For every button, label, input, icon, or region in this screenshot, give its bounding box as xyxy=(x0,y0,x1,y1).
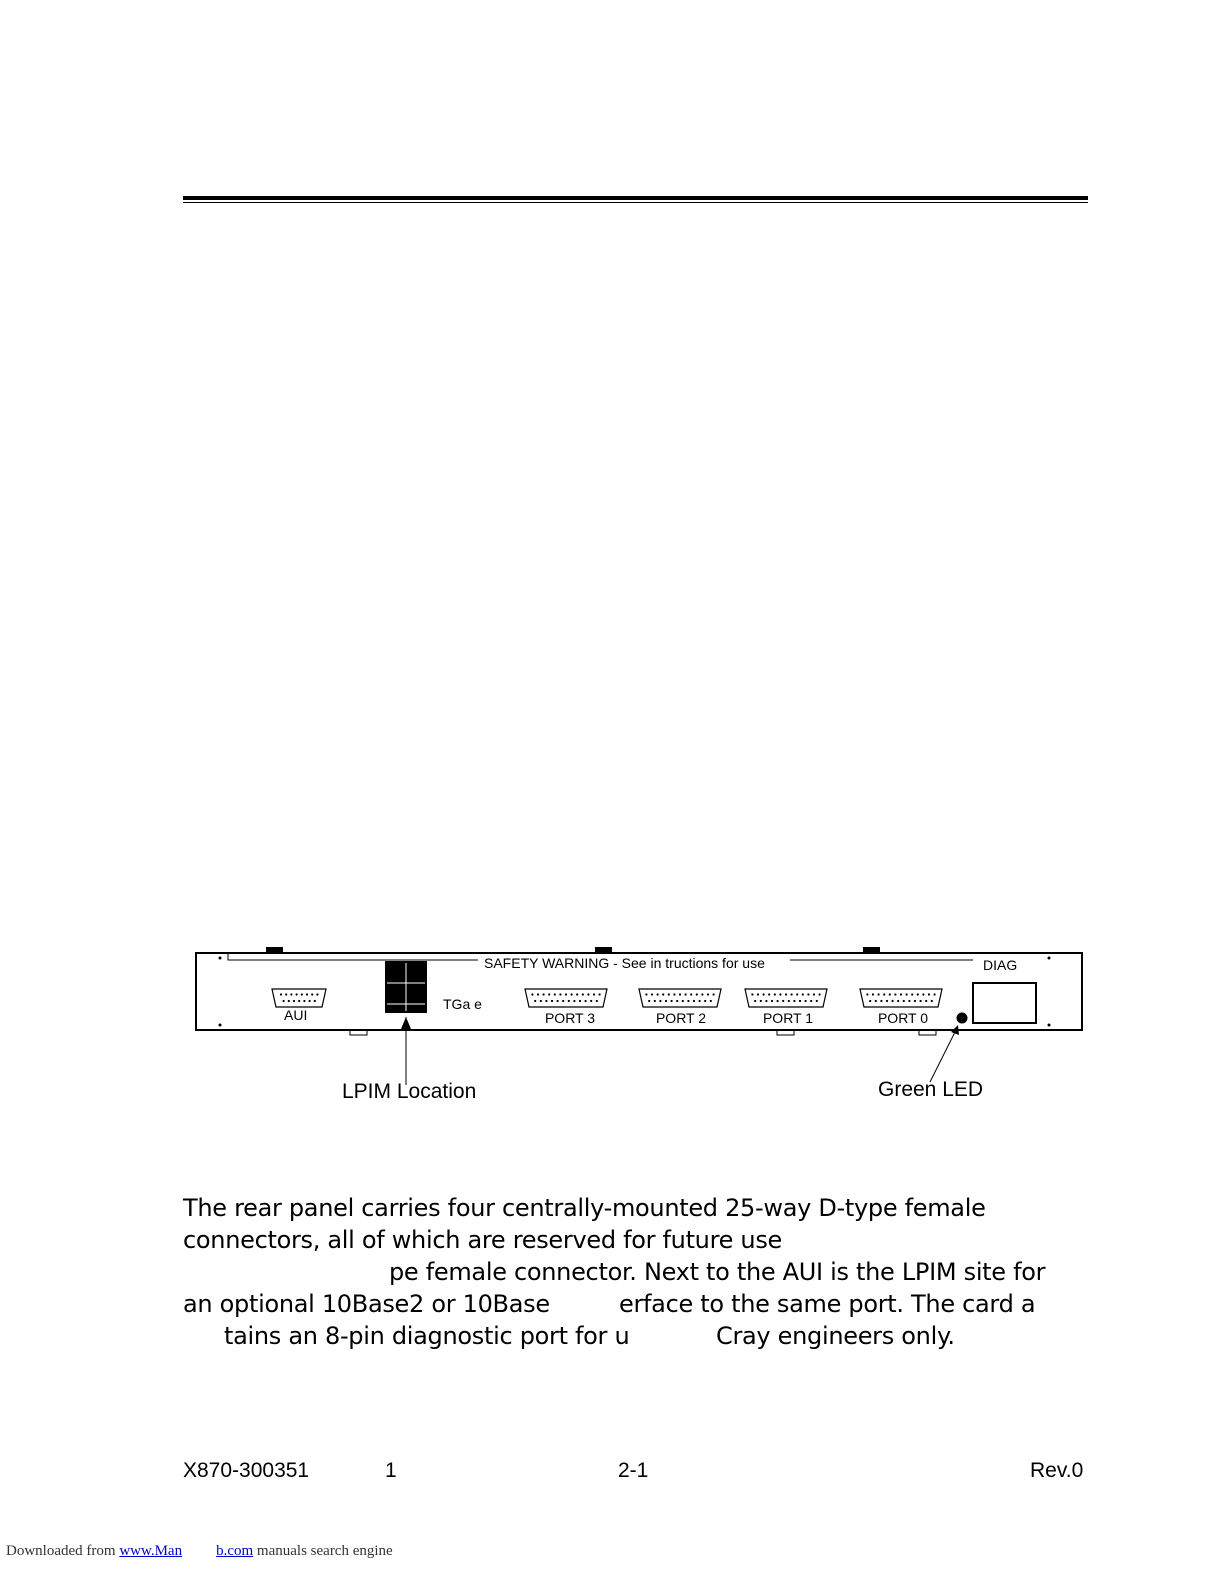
connector-pin xyxy=(782,1000,784,1002)
connector-pin xyxy=(886,1000,888,1002)
connector-pin xyxy=(309,1000,311,1002)
connector-pin xyxy=(796,993,798,995)
port-2-label: PORT 2 xyxy=(655,1010,707,1026)
connector-pin xyxy=(807,993,809,995)
connector-pin xyxy=(751,993,753,995)
body-line-5b: Cray engineers only. xyxy=(716,1322,955,1350)
connector-pin xyxy=(707,993,709,995)
body-line-2: connectors, all of which are reserved for future use xyxy=(183,1226,783,1254)
download-suffix: manuals search engine xyxy=(253,1543,393,1559)
connector-pin xyxy=(298,1000,300,1002)
mounting-tab xyxy=(863,947,880,952)
screw-dot xyxy=(1048,957,1051,960)
green-led xyxy=(957,1013,968,1024)
connector-pin xyxy=(931,1000,933,1002)
connector-pin xyxy=(537,993,539,995)
connector-pin xyxy=(889,993,891,995)
download-link-part-1[interactable]: www.Man xyxy=(119,1543,183,1559)
connector-pin xyxy=(793,1000,795,1002)
download-prefix: Downloaded from xyxy=(6,1543,120,1559)
connector-pin xyxy=(906,993,908,995)
connector-pin xyxy=(551,1000,553,1002)
connector-pin xyxy=(587,993,589,995)
connector-pin xyxy=(760,1000,762,1002)
connector-pin xyxy=(648,1000,650,1002)
port-shell xyxy=(745,989,827,1007)
connector-pin xyxy=(791,993,793,995)
connector-pin xyxy=(693,1000,695,1002)
connector-pin xyxy=(590,1000,592,1002)
connector-pin xyxy=(690,993,692,995)
connector-pin xyxy=(596,1000,598,1002)
mounting-tab xyxy=(595,947,612,952)
connector-pin xyxy=(687,1000,689,1002)
connector-pin xyxy=(900,993,902,995)
connector-pin xyxy=(880,1000,882,1002)
connector-pin xyxy=(872,993,874,995)
port-shell xyxy=(639,989,721,1007)
connector-pin xyxy=(911,993,913,995)
connector-pin xyxy=(285,993,287,995)
connector-pin xyxy=(922,993,924,995)
tga-label: TGa e xyxy=(443,996,482,1012)
connector-pin xyxy=(531,993,533,995)
body-line-5a: tains an 8-pin diagnostic port for u xyxy=(224,1322,630,1350)
connector-pin xyxy=(701,993,703,995)
connector-pin xyxy=(671,1000,673,1002)
diag-port xyxy=(973,983,1036,1023)
connector-pin xyxy=(908,1000,910,1002)
connector-pin xyxy=(765,1000,767,1002)
connector-pin xyxy=(565,993,567,995)
connector-pin xyxy=(651,993,653,995)
port-shell xyxy=(860,989,942,1007)
lpim-location-label: LPIM Location xyxy=(342,1080,477,1103)
connector-pin xyxy=(280,993,282,995)
connector-pin xyxy=(314,1000,316,1002)
connector-pin xyxy=(293,1000,295,1002)
connector-pin xyxy=(928,993,930,995)
screw-dot xyxy=(1048,1024,1051,1027)
connector-pin xyxy=(768,993,770,995)
connector-pin xyxy=(290,993,292,995)
connector-pin xyxy=(788,1000,790,1002)
connector-pin xyxy=(582,993,584,995)
connector-pin xyxy=(897,1000,899,1002)
screw-dot xyxy=(219,1024,222,1027)
aui-label: AUI xyxy=(284,1007,308,1023)
connector-pin xyxy=(810,1000,812,1002)
connector-pin xyxy=(771,1000,773,1002)
connector-pin xyxy=(883,993,885,995)
connector-pin xyxy=(668,993,670,995)
connector-pin xyxy=(816,1000,818,1002)
connector-pin xyxy=(934,993,936,995)
connector-pin xyxy=(540,1000,542,1002)
led-callout-line xyxy=(930,1030,956,1082)
connector-pin xyxy=(568,1000,570,1002)
body-line-4b: erface to the same port. The card a xyxy=(619,1290,1036,1318)
mounting-tab xyxy=(266,947,283,952)
connector-pin xyxy=(682,1000,684,1002)
connector-pin xyxy=(662,993,664,995)
port-1-label: PORT 1 xyxy=(762,1010,814,1026)
connector-pin xyxy=(659,1000,661,1002)
connector-pin xyxy=(543,993,545,995)
diag-label: DIAG xyxy=(983,957,1018,973)
rear-panel-diagram xyxy=(180,935,1100,1115)
connector-pin xyxy=(757,993,759,995)
download-note xyxy=(6,1543,393,1560)
connector-pin xyxy=(654,1000,656,1002)
connector-pin xyxy=(283,1000,285,1002)
connector-pin xyxy=(894,993,896,995)
footer-page-number: 2-1 xyxy=(618,1459,649,1482)
connector-pin xyxy=(562,1000,564,1002)
connector-pin xyxy=(819,993,821,995)
connector-pin xyxy=(869,1000,871,1002)
connector-pin xyxy=(802,993,804,995)
connector-pin xyxy=(799,1000,801,1002)
connector-pin xyxy=(779,993,781,995)
connector-pin xyxy=(785,993,787,995)
connector-pin xyxy=(548,993,550,995)
connector-pin xyxy=(704,1000,706,1002)
connector-pin xyxy=(645,993,647,995)
download-link-part-2[interactable]: b.com xyxy=(216,1543,254,1559)
connector-pin xyxy=(925,1000,927,1002)
connector-pin xyxy=(306,993,308,995)
connector-pin xyxy=(296,993,298,995)
port-0-label: PORT 0 xyxy=(877,1010,929,1026)
connector-pin xyxy=(316,993,318,995)
connector-pin xyxy=(679,993,681,995)
connector-pin xyxy=(917,993,919,995)
connector-pin xyxy=(710,1000,712,1002)
connector-pin xyxy=(875,1000,877,1002)
port-shell xyxy=(525,989,607,1007)
connector-pin xyxy=(545,1000,547,1002)
aui-connector xyxy=(272,989,326,1007)
connector-pin xyxy=(534,1000,536,1002)
connector-pin xyxy=(303,1000,305,1002)
connector-pin xyxy=(805,1000,807,1002)
safety-warning-text: SAFETY WARNING - See in tructions for use xyxy=(484,955,765,971)
connector-pin xyxy=(571,993,573,995)
connector-pin xyxy=(573,1000,575,1002)
connector-pin xyxy=(763,993,765,995)
connector-pin xyxy=(685,993,687,995)
screw-dot xyxy=(219,957,222,960)
header-rule-thick xyxy=(183,196,1088,200)
port-3-label: PORT 3 xyxy=(544,1010,596,1026)
connector-pin xyxy=(777,1000,779,1002)
footer-revision: Rev.0 xyxy=(1030,1459,1084,1482)
connector-pin xyxy=(599,993,601,995)
connector-pin xyxy=(878,993,880,995)
connector-pin xyxy=(813,993,815,995)
connector-pin xyxy=(585,1000,587,1002)
connector-pin xyxy=(713,993,715,995)
connector-pin xyxy=(892,1000,894,1002)
connector-pin xyxy=(311,993,313,995)
connector-pin xyxy=(557,1000,559,1002)
connector-pin xyxy=(665,1000,667,1002)
footer-doc-number: X870-300351 xyxy=(183,1459,310,1482)
connector-pin xyxy=(676,1000,678,1002)
connector-pin xyxy=(866,993,868,995)
connector-pin xyxy=(914,1000,916,1002)
connector-pin xyxy=(920,1000,922,1002)
connector-pin xyxy=(774,993,776,995)
connector-pin xyxy=(559,993,561,995)
header-rule-thin xyxy=(183,202,1088,203)
connector-pin xyxy=(288,1000,290,1002)
connector-pin xyxy=(554,993,556,995)
connector-pin xyxy=(576,993,578,995)
connector-pin xyxy=(696,993,698,995)
connector-pin xyxy=(754,1000,756,1002)
connector-pin xyxy=(593,993,595,995)
body-line-4a: an optional 10Base2 or 10Base xyxy=(183,1290,550,1318)
connector-pin xyxy=(579,1000,581,1002)
green-led-label: Green LED xyxy=(878,1078,984,1101)
body-line-1: The rear panel carries four centrally-mounted 25-way D-type female xyxy=(183,1194,986,1222)
connector-pin xyxy=(673,993,675,995)
connector-pin xyxy=(301,993,303,995)
connector-pin xyxy=(657,993,659,995)
footer-issue: 1 xyxy=(385,1459,397,1482)
body-line-3: pe female connector. Next to the AUI is the LPIM site for xyxy=(389,1258,1046,1286)
connector-pin xyxy=(699,1000,701,1002)
connector-pin xyxy=(903,1000,905,1002)
